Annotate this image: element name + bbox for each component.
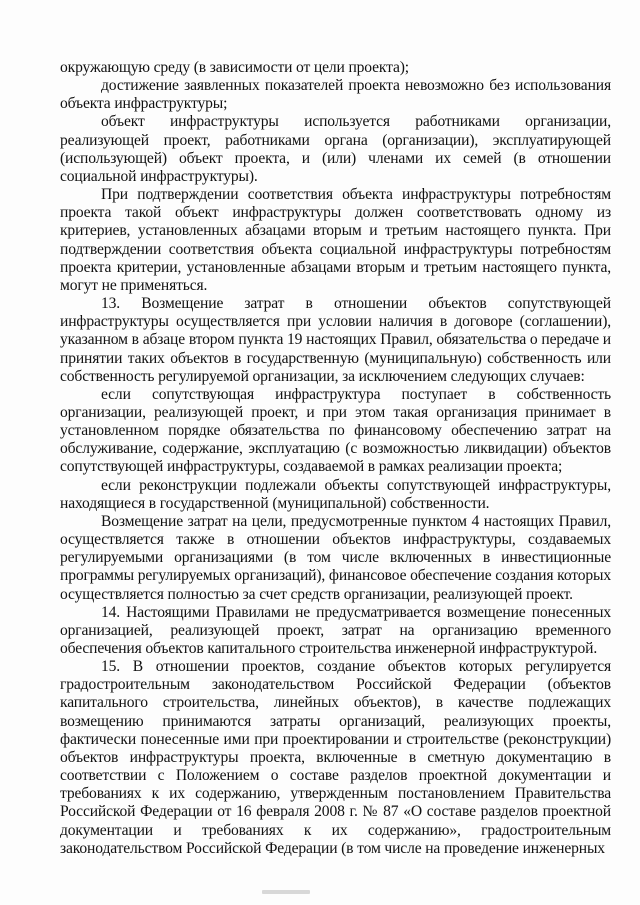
paragraph-compliance-confirmation: При подтверждении соответствия объекта инфраструктуры потребностям проекта такой объект инфраструктуры должен соответствовать одному из критериев, установленных абзацами вторым и третьим настоящего пункта. При подтверждении соответствия объекта социальной инфраструктуры потребностям проекта критерии, установленные абзацами вторым и третьим настоящего пункта, могут не применяться. [60, 186, 611, 294]
paragraph-criterion-usage: объект инфраструктуры используется работниками организации, реализующей проект, работниками органа (организации), эксплуатирующей (использующей) объект проекта, и (или) членами их семей (в отношении социальной инфраструктуры). [60, 113, 611, 185]
paragraph-regulated-organizations: Возмещение затрат на цели, предусмотренные пунктом 4 настоящих Правил, осуществляется также в отношении объектов инфраструктуры, создаваемых регулируемыми организациями (в том числе включенных в инвестиционные программы регулируемых организаций), финансовое обеспечение создания которых осуществляется полностью за счет средств организации, реализующей проект. [60, 512, 611, 603]
scan-artifact [262, 890, 310, 894]
paragraph-exception-reconstruction: если реконструкции подлежали объекты сопутствующей инфраструктуры, находящиеся в государственной (муниципальной) собственности. [60, 476, 611, 512]
paragraph-item-15: 15. В отношении проектов, создание объектов которых регулируется градостроительным законодательством Российской Федерации (объектов капитального строительства, линейных объектов), в качестве подлежащих возмещению принимаются затраты организаций, реализующих проекты, фактически понесенные ими при проектировании и строительстве (реконструкции) объектов инфраструктуры проекта, включенные в сметную документацию в соответствии с Положением о составе разделов проектной документации и требованиях к их содержанию, утвержденным постановлением Правительства Российской Федерации от 16 февраля 2008 г. № 87 «О составе разделов проектной документации и требованиях к их содержанию», градостроительным законодательством Российской Федерации (в том числе на проведение инженерных [60, 658, 611, 857]
document-body [60, 59, 611, 858]
paragraph-item-13: 13. Возмещение затрат в отношении объектов сопутствующей инфраструктуры осуществляется при условии наличия в договоре (соглашении), указанном в абзаце втором пункта 19 настоящих Правил, обязательства о передаче и принятии таких объектов в государственную (муниципальную) собственность или собственность регулируемой организации, за исключением следующих случаев: [60, 295, 611, 385]
paragraph-criterion-indicators: достижение заявленных показателей проекта невозможно без использования объекта инфраструктуры; [60, 77, 611, 113]
paragraph-item-14: 14. Настоящими Правилами не предусматривается возмещение понесенных организацией, реализующей проект, затрат на организацию временного обеспечения объектов капитального строительства инженерной инфраструктурой. [60, 603, 611, 657]
paragraph-exception-ownership: если сопутствующая инфраструктура поступает в собственность организации, реализующей проект, и при этом такая организация принимает в установленном порядке обязательства по финансовому обеспечению затрат на обслуживание, содержание, эксплуатацию (с возможностью ликвидации) объектов сопутствующей инфраструктуры, создаваемой в рамках реализации проекта; [60, 385, 611, 476]
paragraph-environment: окружающую среду (в зависимости от цели проекта); [60, 59, 409, 76]
